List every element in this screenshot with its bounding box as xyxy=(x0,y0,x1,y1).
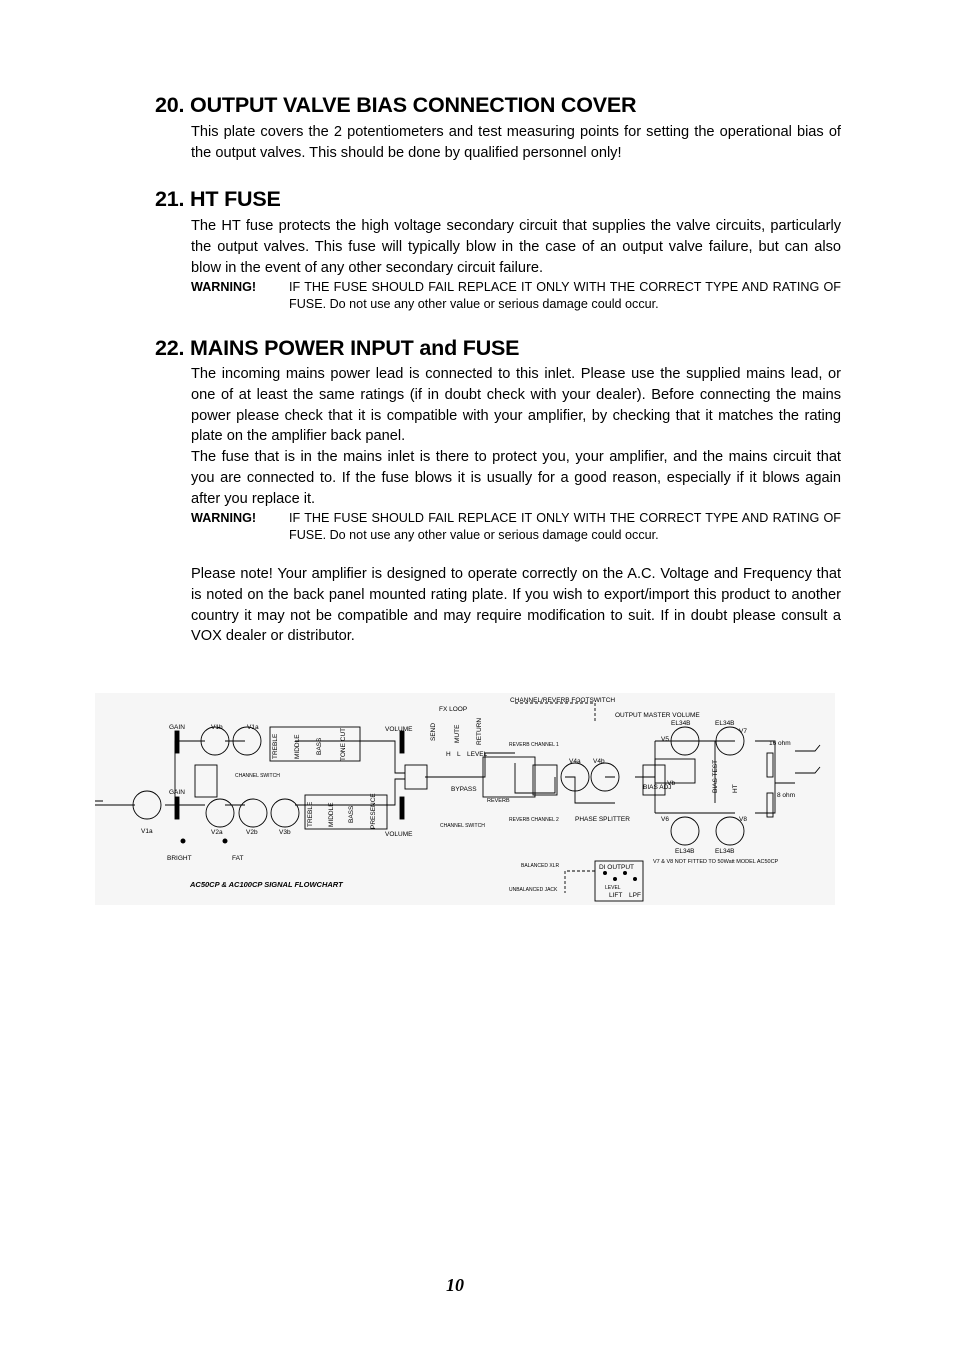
label-di-output: DI OUTPUT xyxy=(599,864,635,871)
label-lift: LIFT xyxy=(609,892,623,899)
label-reverb-channel-1: REVERB CHANNEL 1 xyxy=(509,742,559,748)
section-21-title: 21. HT FUSE xyxy=(155,187,281,211)
section-20-body: This plate covers the 2 potentiometers and test measuring points for setting the operational bias of the output valves. This should be done by qualified personnel only! xyxy=(191,124,841,161)
label-middle-2: MIDDLE xyxy=(328,802,335,827)
section-20-title: 20. OUTPUT VALVE BIAS CONNECTION COVER xyxy=(155,93,637,117)
section-22-title: 22. MAINS POWER INPUT and FUSE xyxy=(155,336,520,360)
label-v2a: V2a xyxy=(211,829,223,836)
page-number: 10 xyxy=(446,1275,464,1295)
flowchart-caption: AC50CP & AC100CP SIGNAL FLOWCHART xyxy=(190,880,343,889)
label-level: LEVEL xyxy=(467,751,488,758)
section-22-body-1: The incoming mains power lead is connected to this inlet. Please use the supplied mains lead, or one of at least the same ratings (if in doubt check with your dealer). Before connecting the mains power please check that it is compatible with your amplifier, by checking that it matches the rating plate on the amplifier back panel. xyxy=(191,366,841,445)
label-di-level: LEVEL xyxy=(605,885,621,891)
label-gain-1: GAIN xyxy=(169,724,185,731)
label-tonecut: TONE CUT xyxy=(340,727,347,761)
label-el34-3: EL34B xyxy=(675,848,695,855)
label-output-master: OUTPUT MASTER VOLUME xyxy=(615,712,700,719)
warning-label: WARNING! xyxy=(191,280,257,294)
label-bypass: BYPASS xyxy=(451,786,477,793)
label-lpf: LPF xyxy=(629,892,641,899)
label-v1b: V1b xyxy=(211,724,223,731)
label-volume-1: VOLUME xyxy=(385,726,413,733)
label-v5: V5 xyxy=(661,736,669,743)
label-v3b: V3b xyxy=(279,829,291,836)
label-v4b: V4b xyxy=(593,758,605,765)
label-v6: V6 xyxy=(661,816,669,823)
label-el34-2: EL34B xyxy=(715,720,735,727)
label-reverb-channel-2: REVERB CHANNEL 2 xyxy=(509,817,559,823)
label-bias-adj: BIAS ADJ xyxy=(643,784,672,791)
label-v1a-top: V1a xyxy=(247,724,259,731)
label-treble-1: TREBLE xyxy=(272,733,279,759)
label-balanced-xlr: BALANCED XLR xyxy=(521,863,560,869)
signal-flowchart xyxy=(95,693,835,905)
label-el34-1: EL34B xyxy=(671,720,691,727)
label-8-ohm: 8 ohm xyxy=(777,792,796,799)
label-phase-splitter: PHASE SPLITTER xyxy=(575,816,630,823)
label-fat: FAT xyxy=(232,855,244,862)
warning-text: IF THE FUSE SHOULD FAIL REPLACE IT ONLY WITH THE CORRECT TYPE AND RATING OF FUSE. Do not use any other value or serious damage could occur. xyxy=(289,511,841,542)
label-reverb: REVERB xyxy=(487,798,510,804)
label-v2b: V2b xyxy=(246,829,258,836)
label-presence: PRESENCE xyxy=(370,793,377,829)
label-l: L xyxy=(457,751,461,758)
label-unbalanced-jack: UNBALANCED JACK xyxy=(509,887,558,893)
label-16-ohm: 16 ohm xyxy=(769,740,791,747)
label-bass-1: BASS xyxy=(316,737,323,755)
section-22-body-2: The fuse that is in the mains inlet is there to protect you, your amplifier, and the mains circuit that you are connected to. If the fuse blows it is usually for a good reason, especially if it blows again after you replace it. xyxy=(191,449,841,507)
label-el34-4: EL34B xyxy=(715,848,735,855)
label-channel-switch-1: CHANNEL SWITCH xyxy=(235,773,280,779)
label-gain-2: GAIN xyxy=(169,789,185,796)
label-bias-test: BIAS TEST xyxy=(712,759,719,793)
label-bass-2: BASS xyxy=(348,805,355,823)
warning-label: WARNING! xyxy=(191,511,257,525)
warning-text: IF THE FUSE SHOULD FAIL REPLACE IT ONLY WITH THE CORRECT TYPE AND RATING OF FUSE. Do not use any other value or serious damage could occur. xyxy=(289,280,841,311)
label-mute: MUTE xyxy=(454,724,461,743)
label-middle-1: MIDDLE xyxy=(294,734,301,759)
label-return: RETURN xyxy=(476,717,483,745)
label-v8: V8 xyxy=(739,816,747,823)
label-v4a: V4a xyxy=(569,758,581,765)
label-v7v8-note: V7 & V8 NOT FITTED TO 50Watt MODEL AC50CP xyxy=(653,859,779,865)
label-volume-2: VOLUME xyxy=(385,831,413,838)
label-minus-vb: -Vb xyxy=(665,780,676,787)
label-footswitch: CHANNEL/REVERB FOOTSWITCH xyxy=(510,697,616,704)
section-21-body: The HT fuse protects the high voltage secondary circuit that supplies the valve circuits, particularly the output valves. This fuse will typically blow in the case of an output valve failure, but can also blow in the event of any other secondary circuit failure. xyxy=(191,218,841,276)
label-ht: HT xyxy=(732,784,739,793)
label-v7: V7 xyxy=(739,728,747,735)
section-22-note: Please note! Your amplifier is designed to operate correctly on the A.C. Voltage and Frequency that is noted on the back panel mounted rating plate. If you wish to export/import this product to another country it may not be compatible and may require modification to suit. If in doubt please consult a VOX dealer or distributor. xyxy=(191,566,841,645)
label-v1a-bottom: V1a xyxy=(141,828,153,835)
label-send: SEND xyxy=(430,722,437,741)
label-h: H xyxy=(446,751,451,758)
label-treble-2: TREBLE xyxy=(307,801,314,827)
label-fx-loop: FX LOOP xyxy=(439,706,468,713)
label-bright: BRIGHT xyxy=(167,855,192,862)
label-channel-switch-2: CHANNEL SWITCH xyxy=(440,823,485,829)
